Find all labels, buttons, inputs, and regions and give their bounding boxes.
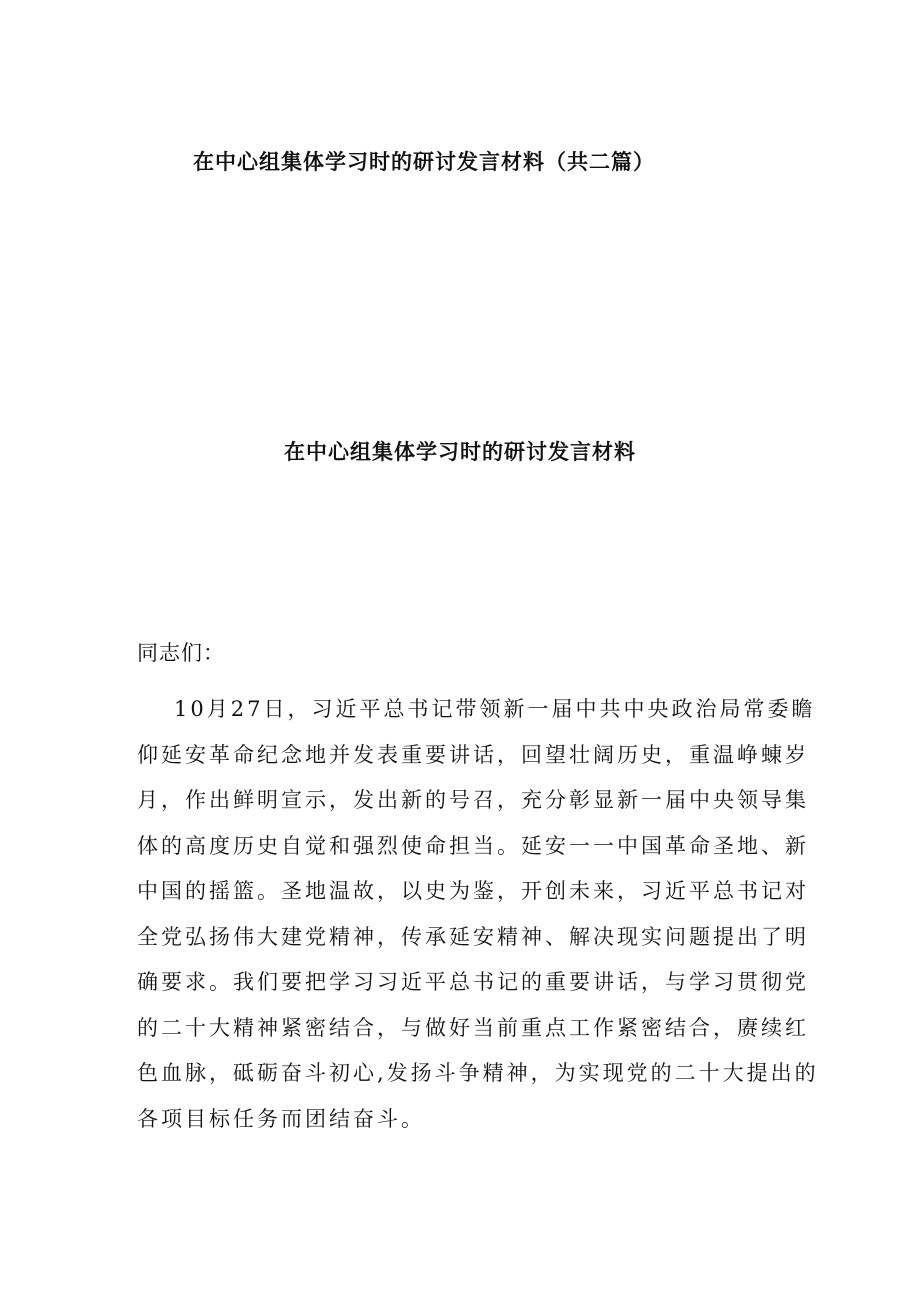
body-paragraph (137, 687, 819, 1142)
paragraph-line: 各项目标任务而团结奋斗。 (137, 1106, 425, 1131)
paragraph-line: 确要求。我们要把学习习近平总书记的重要讲话，与学习贯彻党 (137, 970, 809, 994)
paragraph-line: 月，作出鲜明宣示，发出新的号召，充分彰显新一届中央领导集 (137, 788, 809, 812)
salutation: 同志们： (137, 641, 225, 665)
paragraph-line: 仰延安革命纪念地并发表重要讲话，回望壮阔历史，重温峥蝀岁 (137, 742, 809, 767)
paragraph-line: 中国的摇篮。圣地温故，以史为鉴，开创未来，习近平总书记对 (137, 879, 809, 903)
section-title: 在中心组集体学习时的研讨发言材料 (284, 439, 636, 464)
paragraph-line: 的二十大精神紧密结合，与做好当前重点工作紧密结合，赓续红 (137, 1015, 809, 1040)
document-title: 在中心组集体学习时的研讨发言材料（共二篇） (193, 149, 655, 174)
paragraph-line: 全党弘扬伟大建党精神，传承延安精神、解决现实问题提出了明 (137, 924, 809, 949)
paragraph-line: 体的高度历史自觉和强烈使命担当。延安一一中国革命圣地、新 (137, 833, 809, 858)
paragraph-line: 10月27日，习近平总书记带领新一届中共中央政治局常委瞻 (174, 697, 816, 721)
paragraph-line: 色血脉，砥砺奋斗初心,发扬斗争精神，为实现党的二十大提出的 (137, 1061, 819, 1085)
